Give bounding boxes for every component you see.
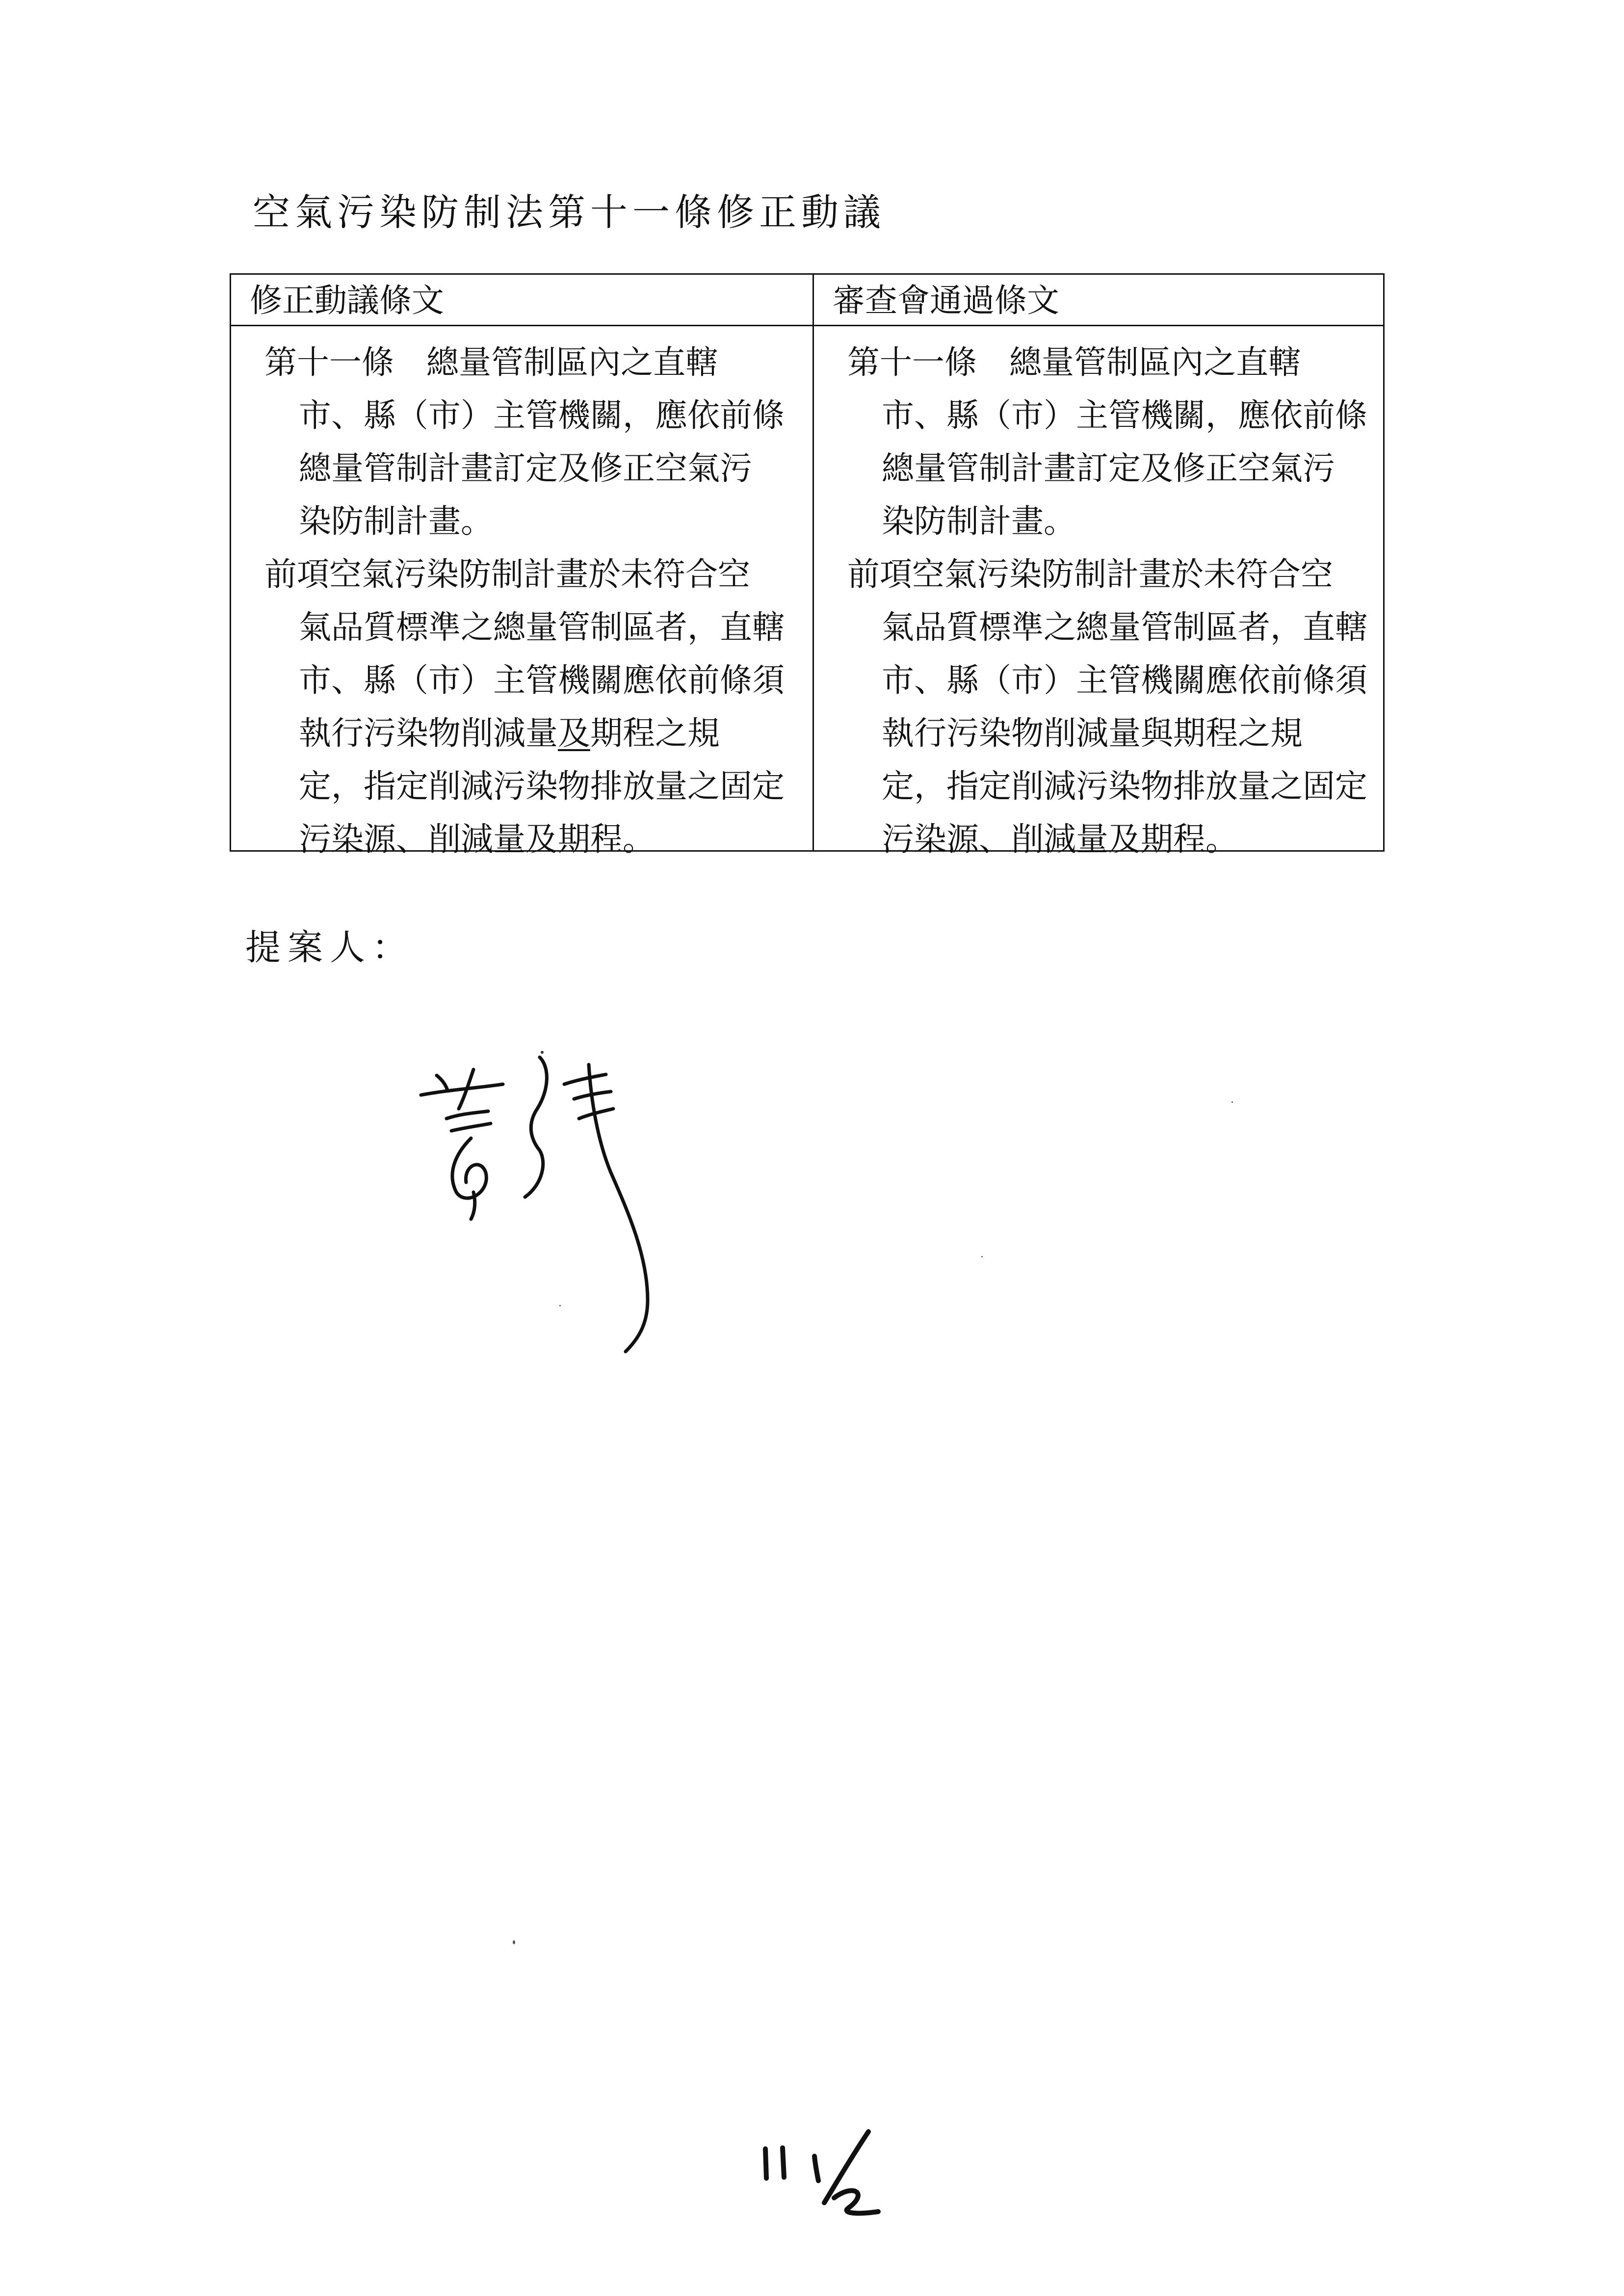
scan-speck: [981, 1256, 983, 1257]
document-title: 空氣污染防制法第十一條修正動議: [253, 190, 886, 234]
text-line: 氣品質標準之總量管制區者，直轄: [882, 608, 1367, 646]
scan-speck: [513, 1940, 515, 1944]
text-line: 污染源、削減量及期程。: [299, 820, 655, 858]
committee-text: [814, 326, 1383, 866]
text-line: [231, 707, 812, 760]
paragraph-1: [231, 336, 812, 548]
text-line: 第十一條 總量管制區內之直轄: [847, 343, 1301, 381]
scan-speck: [1231, 1101, 1233, 1103]
handwritten-page-number: [756, 2129, 903, 2227]
text-line: 市、縣（市）主管機關，應依前條: [299, 396, 785, 434]
text-line: 第十一條 總量管制區內之直轄: [264, 343, 718, 381]
text-line: 總量管制計畫訂定及修正空氣污: [882, 449, 1335, 487]
text-line: 污染源、削減量及期程。: [882, 820, 1238, 858]
scan-speck: [559, 1305, 561, 1306]
proposer-label: 提案人：: [245, 927, 415, 968]
handwritten-signature: [417, 1045, 692, 1359]
text-line: 前項空氣污染防制計畫於未符合空: [847, 555, 1333, 593]
text-line: 總量管制計畫訂定及修正空氣污: [299, 449, 752, 487]
column-committee: [814, 275, 1383, 858]
text-line: 前項空氣污染防制計畫於未符合空: [264, 555, 750, 593]
text-line: 定，指定削減污染物排放量之固定: [882, 767, 1367, 805]
amendment-text: [231, 326, 812, 866]
column-header-committee: 審查會通過條文: [814, 275, 1383, 326]
text-line: 市、縣（市）主管機關應依前條須: [299, 661, 785, 699]
text-line: 市、縣（市）主管機關應依前條須: [882, 661, 1367, 699]
text-segment: 執行污染物削減量: [299, 714, 558, 752]
paragraph-2: [814, 548, 1383, 866]
paragraph-1: [814, 336, 1383, 548]
text-line: 定，指定削減污染物排放量之固定: [299, 767, 785, 805]
column-header-amendment: 修正動議條文: [231, 275, 812, 326]
underlined-change: 及: [558, 714, 590, 752]
comparison-table: [230, 273, 1385, 858]
text-line: 執行污染物削減量與期程之規: [882, 714, 1303, 752]
text-segment: 期程之規: [590, 714, 720, 752]
paragraph-2: [231, 548, 812, 866]
column-amendment: [231, 275, 814, 858]
text-line: 市、縣（市）主管機關，應依前條: [882, 396, 1367, 434]
text-line: 染防制計畫。: [299, 502, 493, 540]
text-line: 染防制計畫。: [882, 502, 1076, 540]
text-line: 氣品質標準之總量管制區者，直轄: [299, 608, 785, 646]
